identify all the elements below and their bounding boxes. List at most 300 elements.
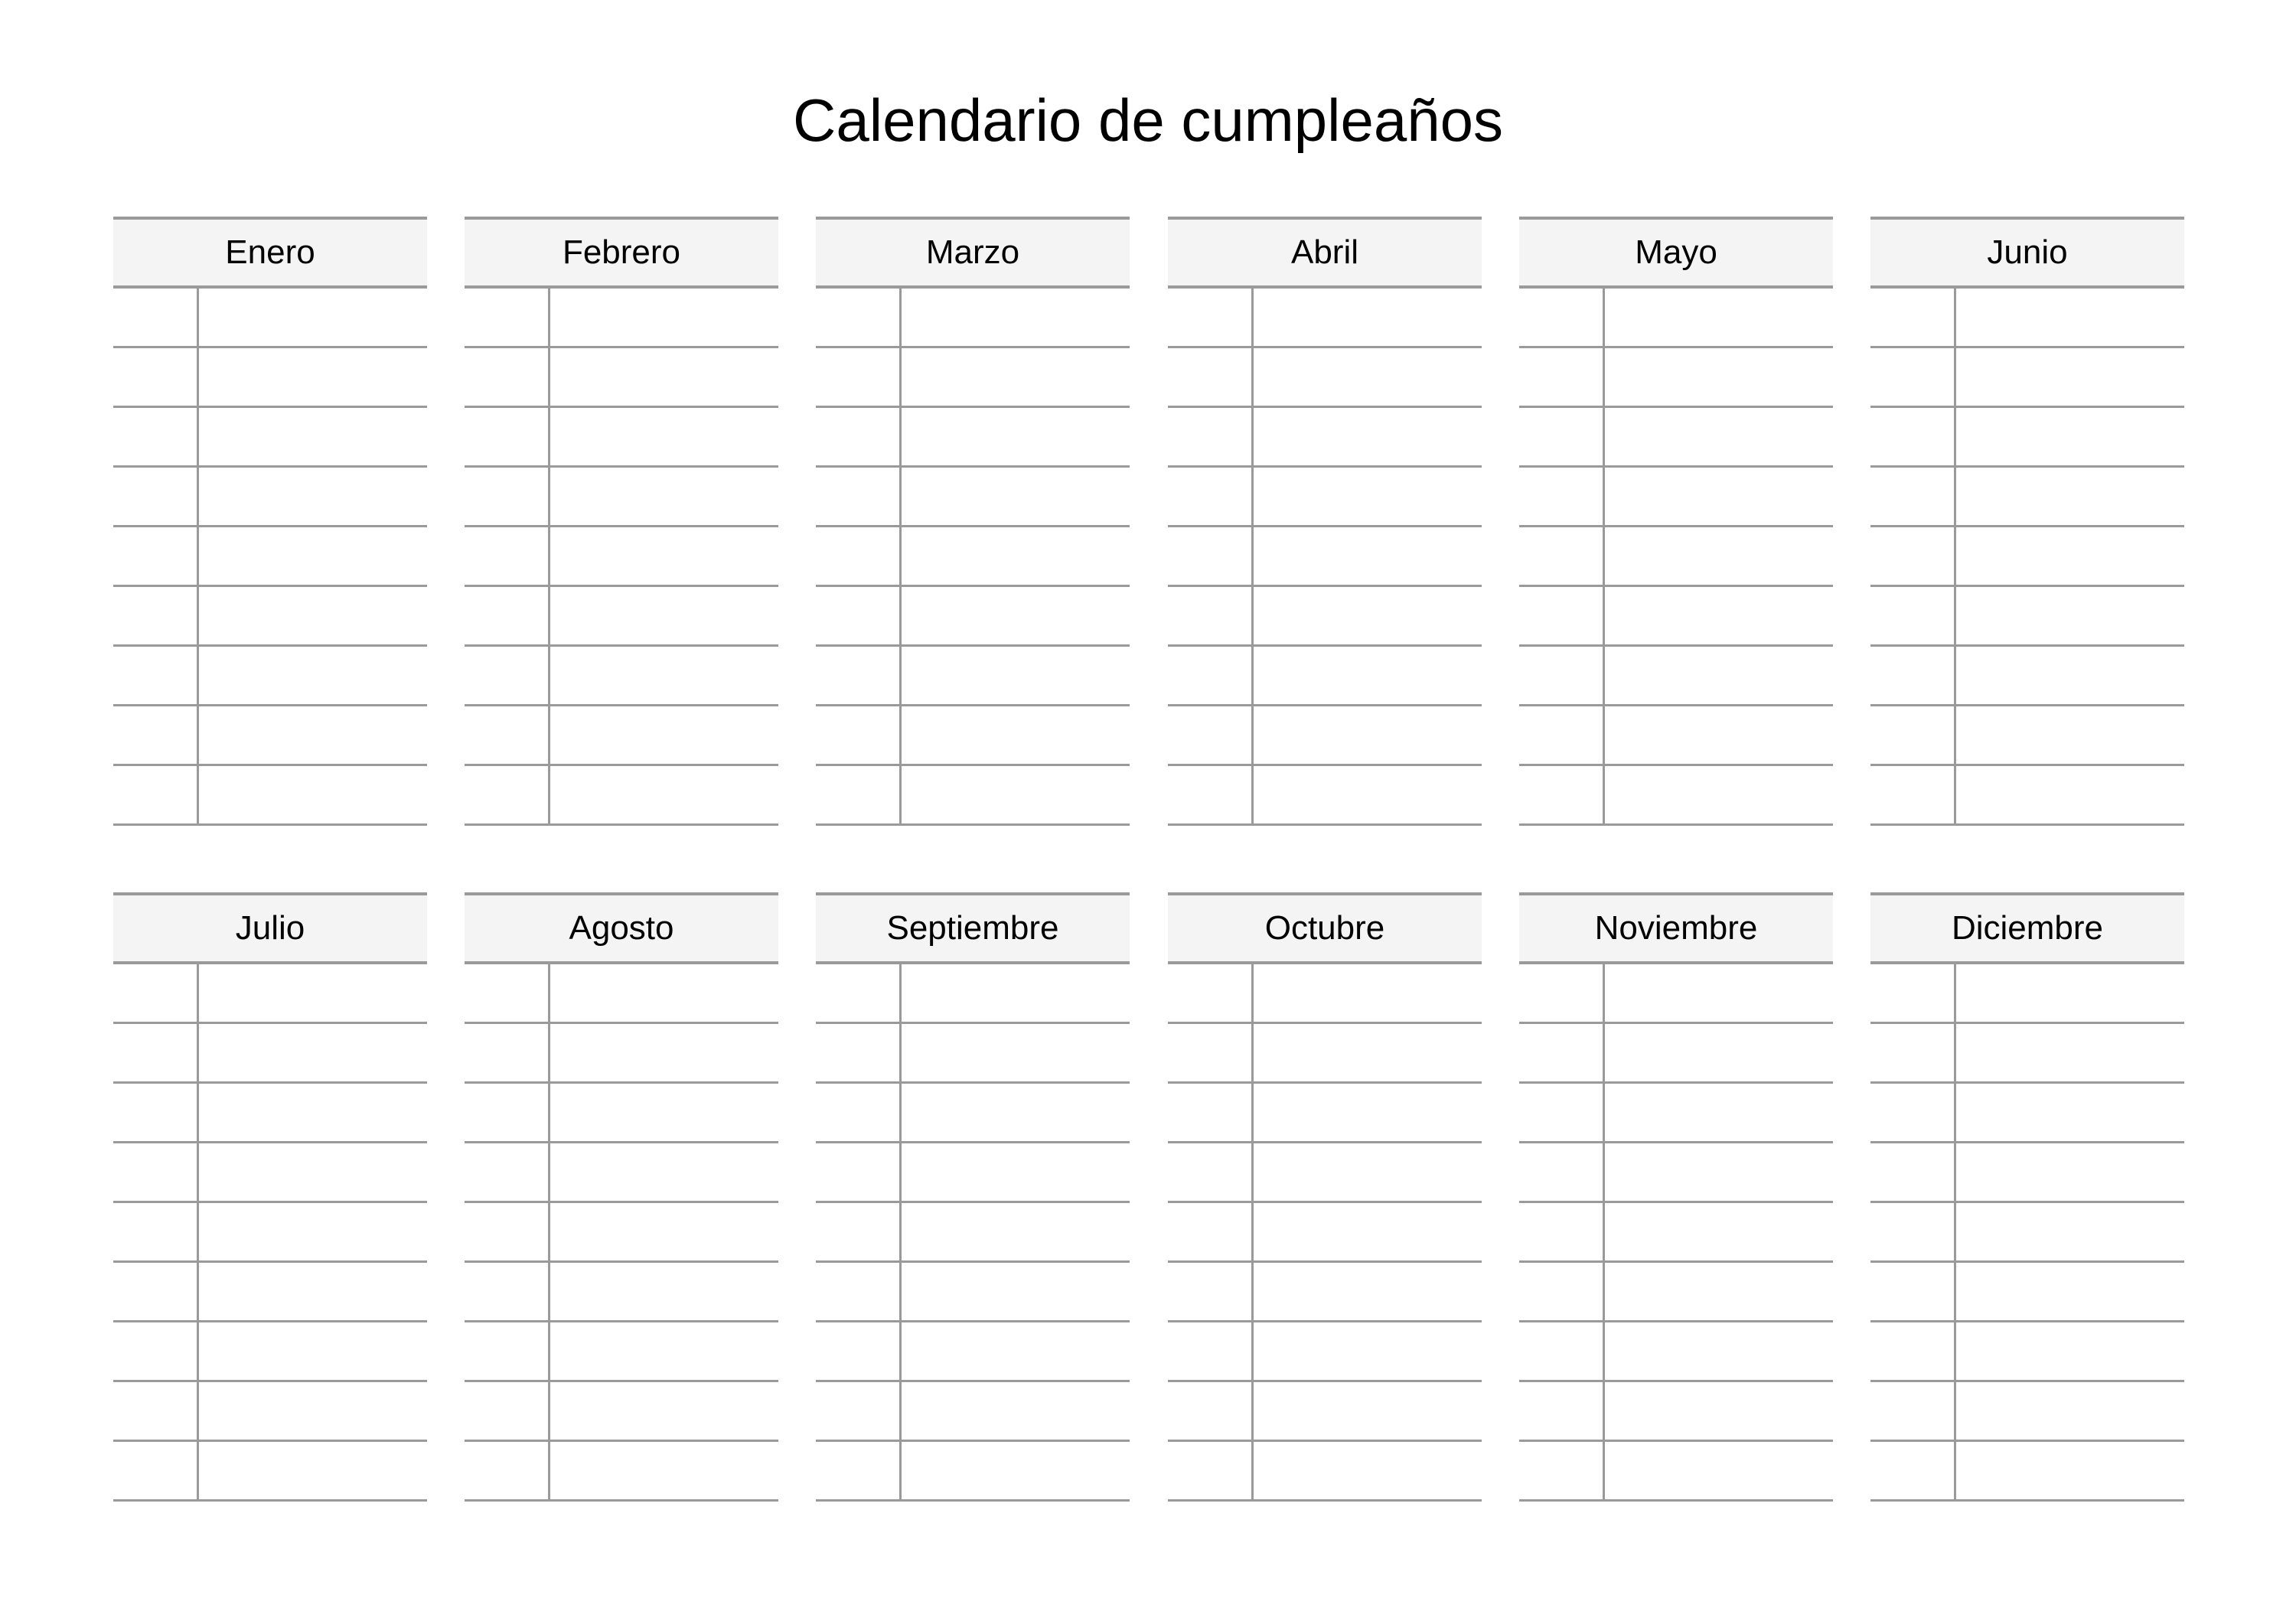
name-cell[interactable] bbox=[1956, 1203, 2184, 1260]
name-cell[interactable] bbox=[1254, 1322, 1482, 1380]
birthday-row bbox=[465, 1024, 778, 1084]
day-cell[interactable] bbox=[1870, 766, 1956, 823]
birthday-row bbox=[465, 1322, 778, 1382]
month-header: Marzo bbox=[816, 217, 1130, 289]
month-header: Diciembre bbox=[1870, 892, 2184, 964]
name-cell[interactable] bbox=[902, 348, 1130, 406]
name-cell[interactable] bbox=[902, 1084, 1130, 1141]
day-cell[interactable] bbox=[465, 348, 550, 406]
name-cell[interactable] bbox=[199, 289, 427, 346]
name-cell[interactable] bbox=[1254, 1143, 1482, 1201]
day-cell[interactable] bbox=[465, 289, 550, 346]
day-cell[interactable] bbox=[816, 1203, 902, 1260]
name-cell[interactable] bbox=[1956, 408, 2184, 465]
birthday-row bbox=[465, 289, 778, 348]
birthday-row bbox=[1519, 527, 1833, 587]
day-cell[interactable] bbox=[816, 964, 902, 1022]
name-cell[interactable] bbox=[1254, 468, 1482, 525]
name-cell[interactable] bbox=[199, 587, 427, 644]
name-cell[interactable] bbox=[902, 1382, 1130, 1440]
name-cell[interactable] bbox=[1956, 1143, 2184, 1201]
birthday-row bbox=[1519, 1203, 1833, 1263]
birthday-row bbox=[1870, 289, 2184, 348]
day-cell[interactable] bbox=[113, 1382, 199, 1440]
day-cell[interactable] bbox=[113, 1143, 199, 1201]
name-cell[interactable] bbox=[902, 587, 1130, 644]
name-cell[interactable] bbox=[1605, 1084, 1833, 1141]
birthday-row bbox=[465, 1382, 778, 1442]
name-cell[interactable] bbox=[1605, 289, 1833, 346]
name-cell[interactable] bbox=[1605, 1382, 1833, 1440]
day-cell[interactable] bbox=[465, 1442, 550, 1499]
day-cell[interactable] bbox=[113, 1084, 199, 1141]
month-rows bbox=[465, 289, 778, 826]
name-cell[interactable] bbox=[1956, 1442, 2184, 1499]
birthday-row bbox=[465, 587, 778, 647]
birthday-row bbox=[1519, 647, 1833, 706]
day-cell[interactable] bbox=[1870, 587, 1956, 644]
name-cell[interactable] bbox=[1956, 706, 2184, 764]
name-cell[interactable] bbox=[1605, 527, 1833, 585]
day-cell[interactable] bbox=[1519, 468, 1605, 525]
name-cell[interactable] bbox=[550, 468, 778, 525]
name-cell[interactable] bbox=[902, 964, 1130, 1022]
name-cell[interactable] bbox=[199, 527, 427, 585]
day-cell[interactable] bbox=[816, 289, 902, 346]
day-cell[interactable] bbox=[816, 1322, 902, 1380]
name-cell[interactable] bbox=[199, 1024, 427, 1081]
name-cell[interactable] bbox=[902, 1024, 1130, 1081]
day-cell[interactable] bbox=[465, 527, 550, 585]
name-cell[interactable] bbox=[1956, 1382, 2184, 1440]
birthday-row bbox=[1168, 1143, 1482, 1203]
birthday-row bbox=[1870, 1382, 2184, 1442]
day-cell[interactable] bbox=[1168, 527, 1254, 585]
day-cell[interactable] bbox=[816, 1263, 902, 1320]
name-cell[interactable] bbox=[199, 647, 427, 704]
day-cell[interactable] bbox=[816, 468, 902, 525]
name-cell[interactable] bbox=[550, 1263, 778, 1320]
month-header: Enero bbox=[113, 217, 427, 289]
day-cell[interactable] bbox=[465, 1143, 550, 1201]
birthday-row bbox=[1168, 766, 1482, 826]
name-cell[interactable] bbox=[550, 289, 778, 346]
birthday-row bbox=[465, 706, 778, 766]
day-cell[interactable] bbox=[465, 1322, 550, 1380]
name-cell[interactable] bbox=[1254, 766, 1482, 823]
day-cell[interactable] bbox=[816, 1382, 902, 1440]
name-cell[interactable] bbox=[550, 1322, 778, 1380]
name-cell[interactable] bbox=[1956, 289, 2184, 346]
day-cell[interactable] bbox=[113, 1263, 199, 1320]
name-cell[interactable] bbox=[550, 587, 778, 644]
day-cell[interactable] bbox=[1168, 1442, 1254, 1499]
day-cell[interactable] bbox=[1870, 964, 1956, 1022]
day-cell[interactable] bbox=[1870, 468, 1956, 525]
birthday-row bbox=[1168, 527, 1482, 587]
birthday-row bbox=[1870, 408, 2184, 468]
month-header: Junio bbox=[1870, 217, 2184, 289]
month-rows bbox=[816, 289, 1130, 826]
month-header: Agosto bbox=[465, 892, 778, 964]
name-cell[interactable] bbox=[199, 1263, 427, 1320]
name-cell[interactable] bbox=[550, 1084, 778, 1141]
name-cell[interactable] bbox=[902, 289, 1130, 346]
day-cell[interactable] bbox=[816, 527, 902, 585]
name-cell[interactable] bbox=[199, 1382, 427, 1440]
name-cell[interactable] bbox=[1956, 527, 2184, 585]
name-cell[interactable] bbox=[902, 1322, 1130, 1380]
day-cell[interactable] bbox=[1519, 964, 1605, 1022]
day-cell[interactable] bbox=[113, 408, 199, 465]
name-cell[interactable] bbox=[1956, 1024, 2184, 1081]
month-header: Julio bbox=[113, 892, 427, 964]
birthday-row bbox=[113, 408, 427, 468]
birthday-row bbox=[1870, 1322, 2184, 1382]
name-cell[interactable] bbox=[199, 1322, 427, 1380]
name-cell[interactable] bbox=[199, 706, 427, 764]
name-cell[interactable] bbox=[550, 964, 778, 1022]
day-cell[interactable] bbox=[113, 647, 199, 704]
birthday-row bbox=[1168, 964, 1482, 1024]
day-cell[interactable] bbox=[816, 647, 902, 704]
day-cell[interactable] bbox=[1519, 1263, 1605, 1320]
day-cell[interactable] bbox=[1168, 766, 1254, 823]
day-cell[interactable] bbox=[816, 766, 902, 823]
name-cell[interactable] bbox=[1254, 647, 1482, 704]
day-cell[interactable] bbox=[1168, 348, 1254, 406]
name-cell[interactable] bbox=[1254, 964, 1482, 1022]
name-cell[interactable] bbox=[550, 1024, 778, 1081]
day-cell[interactable] bbox=[816, 1084, 902, 1141]
month-block-abril bbox=[1168, 217, 1482, 826]
name-cell[interactable] bbox=[199, 468, 427, 525]
name-cell[interactable] bbox=[1605, 1442, 1833, 1499]
day-cell[interactable] bbox=[1870, 348, 1956, 406]
month-header: Mayo bbox=[1519, 217, 1833, 289]
day-cell[interactable] bbox=[1870, 289, 1956, 346]
day-cell[interactable] bbox=[1519, 1143, 1605, 1201]
name-cell[interactable] bbox=[1956, 468, 2184, 525]
name-cell[interactable] bbox=[1605, 647, 1833, 704]
day-cell[interactable] bbox=[1519, 1442, 1605, 1499]
day-cell[interactable] bbox=[1168, 468, 1254, 525]
birthday-row bbox=[1519, 706, 1833, 766]
birthday-row bbox=[816, 289, 1130, 348]
name-cell[interactable] bbox=[1956, 766, 2184, 823]
name-cell[interactable] bbox=[199, 964, 427, 1022]
day-cell[interactable] bbox=[113, 1203, 199, 1260]
birthday-row bbox=[113, 1442, 427, 1502]
name-cell[interactable] bbox=[1956, 348, 2184, 406]
month-rows bbox=[1168, 964, 1482, 1502]
month-block-marzo bbox=[816, 217, 1130, 826]
day-cell[interactable] bbox=[1870, 1382, 1956, 1440]
birthday-row bbox=[816, 647, 1130, 706]
birthday-row bbox=[113, 1203, 427, 1263]
name-cell[interactable] bbox=[1605, 1203, 1833, 1260]
name-cell[interactable] bbox=[199, 348, 427, 406]
birthday-row bbox=[816, 1024, 1130, 1084]
day-cell[interactable] bbox=[113, 706, 199, 764]
day-cell[interactable] bbox=[113, 964, 199, 1022]
day-cell[interactable] bbox=[1168, 647, 1254, 704]
name-cell[interactable] bbox=[1254, 1084, 1482, 1141]
name-cell[interactable] bbox=[1254, 527, 1482, 585]
day-cell[interactable] bbox=[1519, 647, 1605, 704]
name-cell[interactable] bbox=[550, 647, 778, 704]
name-cell[interactable] bbox=[902, 647, 1130, 704]
day-cell[interactable] bbox=[1519, 527, 1605, 585]
day-cell[interactable] bbox=[1519, 587, 1605, 644]
name-cell[interactable] bbox=[1605, 706, 1833, 764]
day-cell[interactable] bbox=[1168, 1143, 1254, 1201]
name-cell[interactable] bbox=[902, 527, 1130, 585]
month-rows bbox=[465, 964, 778, 1502]
name-cell[interactable] bbox=[1605, 766, 1833, 823]
birthday-row bbox=[1519, 1024, 1833, 1084]
day-cell[interactable] bbox=[1168, 408, 1254, 465]
birthday-row bbox=[816, 1442, 1130, 1502]
birthday-row bbox=[465, 1143, 778, 1203]
birthday-row bbox=[816, 1203, 1130, 1263]
month-block-noviembre bbox=[1519, 892, 1833, 1502]
month-rows bbox=[1519, 964, 1833, 1502]
birthday-row bbox=[1870, 468, 2184, 527]
name-cell[interactable] bbox=[902, 408, 1130, 465]
day-cell[interactable] bbox=[1519, 1024, 1605, 1081]
birthday-row bbox=[113, 587, 427, 647]
name-cell[interactable] bbox=[550, 408, 778, 465]
name-cell[interactable] bbox=[1254, 1203, 1482, 1260]
name-cell[interactable] bbox=[1254, 587, 1482, 644]
day-cell[interactable] bbox=[465, 587, 550, 644]
day-cell[interactable] bbox=[113, 527, 199, 585]
day-cell[interactable] bbox=[816, 1442, 902, 1499]
name-cell[interactable] bbox=[199, 1442, 427, 1499]
name-cell[interactable] bbox=[1605, 1143, 1833, 1201]
day-cell[interactable] bbox=[1168, 289, 1254, 346]
day-cell[interactable] bbox=[1168, 1382, 1254, 1440]
day-cell[interactable] bbox=[1168, 1322, 1254, 1380]
name-cell[interactable] bbox=[199, 408, 427, 465]
day-cell[interactable] bbox=[816, 706, 902, 764]
month-rows bbox=[1519, 289, 1833, 826]
birthday-row bbox=[1870, 527, 2184, 587]
birthday-row bbox=[1168, 408, 1482, 468]
name-cell[interactable] bbox=[1956, 1263, 2184, 1320]
day-cell[interactable] bbox=[1870, 1203, 1956, 1260]
day-cell[interactable] bbox=[1519, 1322, 1605, 1380]
name-cell[interactable] bbox=[199, 1203, 427, 1260]
day-cell[interactable] bbox=[465, 1084, 550, 1141]
day-cell[interactable] bbox=[113, 766, 199, 823]
month-block-diciembre bbox=[1870, 892, 2184, 1502]
month-rows bbox=[816, 964, 1130, 1502]
name-cell[interactable] bbox=[550, 348, 778, 406]
birthday-row bbox=[113, 706, 427, 766]
day-cell[interactable] bbox=[113, 1024, 199, 1081]
day-cell[interactable] bbox=[1519, 1203, 1605, 1260]
name-cell[interactable] bbox=[1605, 1024, 1833, 1081]
birthday-row bbox=[1519, 1084, 1833, 1143]
name-cell[interactable] bbox=[902, 1143, 1130, 1201]
name-cell[interactable] bbox=[1605, 408, 1833, 465]
day-cell[interactable] bbox=[1870, 1024, 1956, 1081]
month-rows bbox=[113, 964, 427, 1502]
day-cell[interactable] bbox=[1519, 408, 1605, 465]
day-cell[interactable] bbox=[465, 766, 550, 823]
day-cell[interactable] bbox=[465, 964, 550, 1022]
name-cell[interactable] bbox=[1956, 964, 2184, 1022]
day-cell[interactable] bbox=[816, 1143, 902, 1201]
birthday-row bbox=[113, 348, 427, 408]
month-rows bbox=[1168, 289, 1482, 826]
day-cell[interactable] bbox=[1870, 1143, 1956, 1201]
month-rows bbox=[1870, 289, 2184, 826]
birthday-row bbox=[465, 348, 778, 408]
day-cell[interactable] bbox=[1870, 1442, 1956, 1499]
name-cell[interactable] bbox=[1605, 1322, 1833, 1380]
month-header: Febrero bbox=[465, 217, 778, 289]
name-cell[interactable] bbox=[1254, 1024, 1482, 1081]
day-cell[interactable] bbox=[1168, 1263, 1254, 1320]
day-cell[interactable] bbox=[1168, 964, 1254, 1022]
month-header: Septiembre bbox=[816, 892, 1130, 964]
name-cell[interactable] bbox=[1605, 1263, 1833, 1320]
month-block-agosto bbox=[465, 892, 778, 1502]
name-cell[interactable] bbox=[550, 706, 778, 764]
day-cell[interactable] bbox=[1168, 706, 1254, 764]
day-cell[interactable] bbox=[465, 1263, 550, 1320]
name-cell[interactable] bbox=[902, 1203, 1130, 1260]
day-cell[interactable] bbox=[1519, 1382, 1605, 1440]
day-cell[interactable] bbox=[465, 647, 550, 704]
birthday-row bbox=[816, 1084, 1130, 1143]
birthday-row bbox=[1519, 1322, 1833, 1382]
day-cell[interactable] bbox=[113, 348, 199, 406]
name-cell[interactable] bbox=[199, 766, 427, 823]
day-cell[interactable] bbox=[1168, 1024, 1254, 1081]
day-cell[interactable] bbox=[465, 706, 550, 764]
day-cell[interactable] bbox=[113, 1442, 199, 1499]
name-cell[interactable] bbox=[550, 1382, 778, 1440]
day-cell[interactable] bbox=[816, 1024, 902, 1081]
day-cell[interactable] bbox=[465, 1382, 550, 1440]
day-cell[interactable] bbox=[1870, 408, 1956, 465]
day-cell[interactable] bbox=[465, 468, 550, 525]
day-cell[interactable] bbox=[816, 348, 902, 406]
day-cell[interactable] bbox=[113, 468, 199, 525]
birthday-row bbox=[1870, 1263, 2184, 1322]
name-cell[interactable] bbox=[550, 766, 778, 823]
birthday-row bbox=[816, 1382, 1130, 1442]
day-cell[interactable] bbox=[113, 587, 199, 644]
name-cell[interactable] bbox=[1254, 348, 1482, 406]
name-cell[interactable] bbox=[550, 1442, 778, 1499]
birthday-row bbox=[1168, 1442, 1482, 1502]
name-cell[interactable] bbox=[1254, 1442, 1482, 1499]
day-cell[interactable] bbox=[816, 587, 902, 644]
day-cell[interactable] bbox=[113, 289, 199, 346]
birthday-row bbox=[1168, 1203, 1482, 1263]
birthday-row bbox=[1168, 289, 1482, 348]
birthday-row bbox=[113, 289, 427, 348]
name-cell[interactable] bbox=[902, 1442, 1130, 1499]
birthday-row bbox=[1870, 1084, 2184, 1143]
birthday-row bbox=[1519, 348, 1833, 408]
birthday-row bbox=[465, 1084, 778, 1143]
day-cell[interactable] bbox=[1870, 1084, 1956, 1141]
name-cell[interactable] bbox=[1605, 468, 1833, 525]
name-cell[interactable] bbox=[199, 1084, 427, 1141]
name-cell[interactable] bbox=[1254, 1263, 1482, 1320]
day-cell[interactable] bbox=[113, 1322, 199, 1380]
month-block-junio bbox=[1870, 217, 2184, 826]
birthday-row bbox=[465, 647, 778, 706]
name-cell[interactable] bbox=[550, 527, 778, 585]
name-cell[interactable] bbox=[902, 1263, 1130, 1320]
birthday-row bbox=[816, 587, 1130, 647]
name-cell[interactable] bbox=[902, 766, 1130, 823]
day-cell[interactable] bbox=[1870, 1322, 1956, 1380]
birthday-row bbox=[1168, 468, 1482, 527]
name-cell[interactable] bbox=[1956, 1084, 2184, 1141]
name-cell[interactable] bbox=[1956, 587, 2184, 644]
name-cell[interactable] bbox=[1956, 647, 2184, 704]
birthday-row bbox=[1519, 408, 1833, 468]
birthday-row bbox=[465, 766, 778, 826]
day-cell[interactable] bbox=[1519, 766, 1605, 823]
name-cell[interactable] bbox=[1254, 289, 1482, 346]
day-cell[interactable] bbox=[1168, 1203, 1254, 1260]
month-block-julio bbox=[113, 892, 427, 1502]
name-cell[interactable] bbox=[1605, 348, 1833, 406]
birthday-row bbox=[1168, 1382, 1482, 1442]
day-cell[interactable] bbox=[816, 408, 902, 465]
day-cell[interactable] bbox=[1870, 647, 1956, 704]
day-cell[interactable] bbox=[1168, 587, 1254, 644]
day-cell[interactable] bbox=[1870, 1263, 1956, 1320]
name-cell[interactable] bbox=[1254, 706, 1482, 764]
day-cell[interactable] bbox=[1519, 348, 1605, 406]
name-cell[interactable] bbox=[1605, 964, 1833, 1022]
day-cell[interactable] bbox=[1519, 289, 1605, 346]
day-cell[interactable] bbox=[1519, 706, 1605, 764]
day-cell[interactable] bbox=[465, 408, 550, 465]
birthday-row bbox=[1168, 1024, 1482, 1084]
name-cell[interactable] bbox=[1605, 587, 1833, 644]
birthday-row bbox=[1519, 468, 1833, 527]
name-cell[interactable] bbox=[550, 1203, 778, 1260]
name-cell[interactable] bbox=[1254, 408, 1482, 465]
name-cell[interactable] bbox=[199, 1143, 427, 1201]
name-cell[interactable] bbox=[550, 1143, 778, 1201]
name-cell[interactable] bbox=[1956, 1322, 2184, 1380]
name-cell[interactable] bbox=[902, 706, 1130, 764]
name-cell[interactable] bbox=[1254, 1382, 1482, 1440]
page-title: Calendario de cumpleaños bbox=[793, 86, 1503, 154]
day-cell[interactable] bbox=[1870, 706, 1956, 764]
day-cell[interactable] bbox=[1870, 527, 1956, 585]
birthday-row bbox=[113, 766, 427, 826]
day-cell[interactable] bbox=[465, 1024, 550, 1081]
birthday-row bbox=[1870, 1143, 2184, 1203]
day-cell[interactable] bbox=[465, 1203, 550, 1260]
name-cell[interactable] bbox=[902, 468, 1130, 525]
day-cell[interactable] bbox=[1519, 1084, 1605, 1141]
day-cell[interactable] bbox=[1168, 1084, 1254, 1141]
